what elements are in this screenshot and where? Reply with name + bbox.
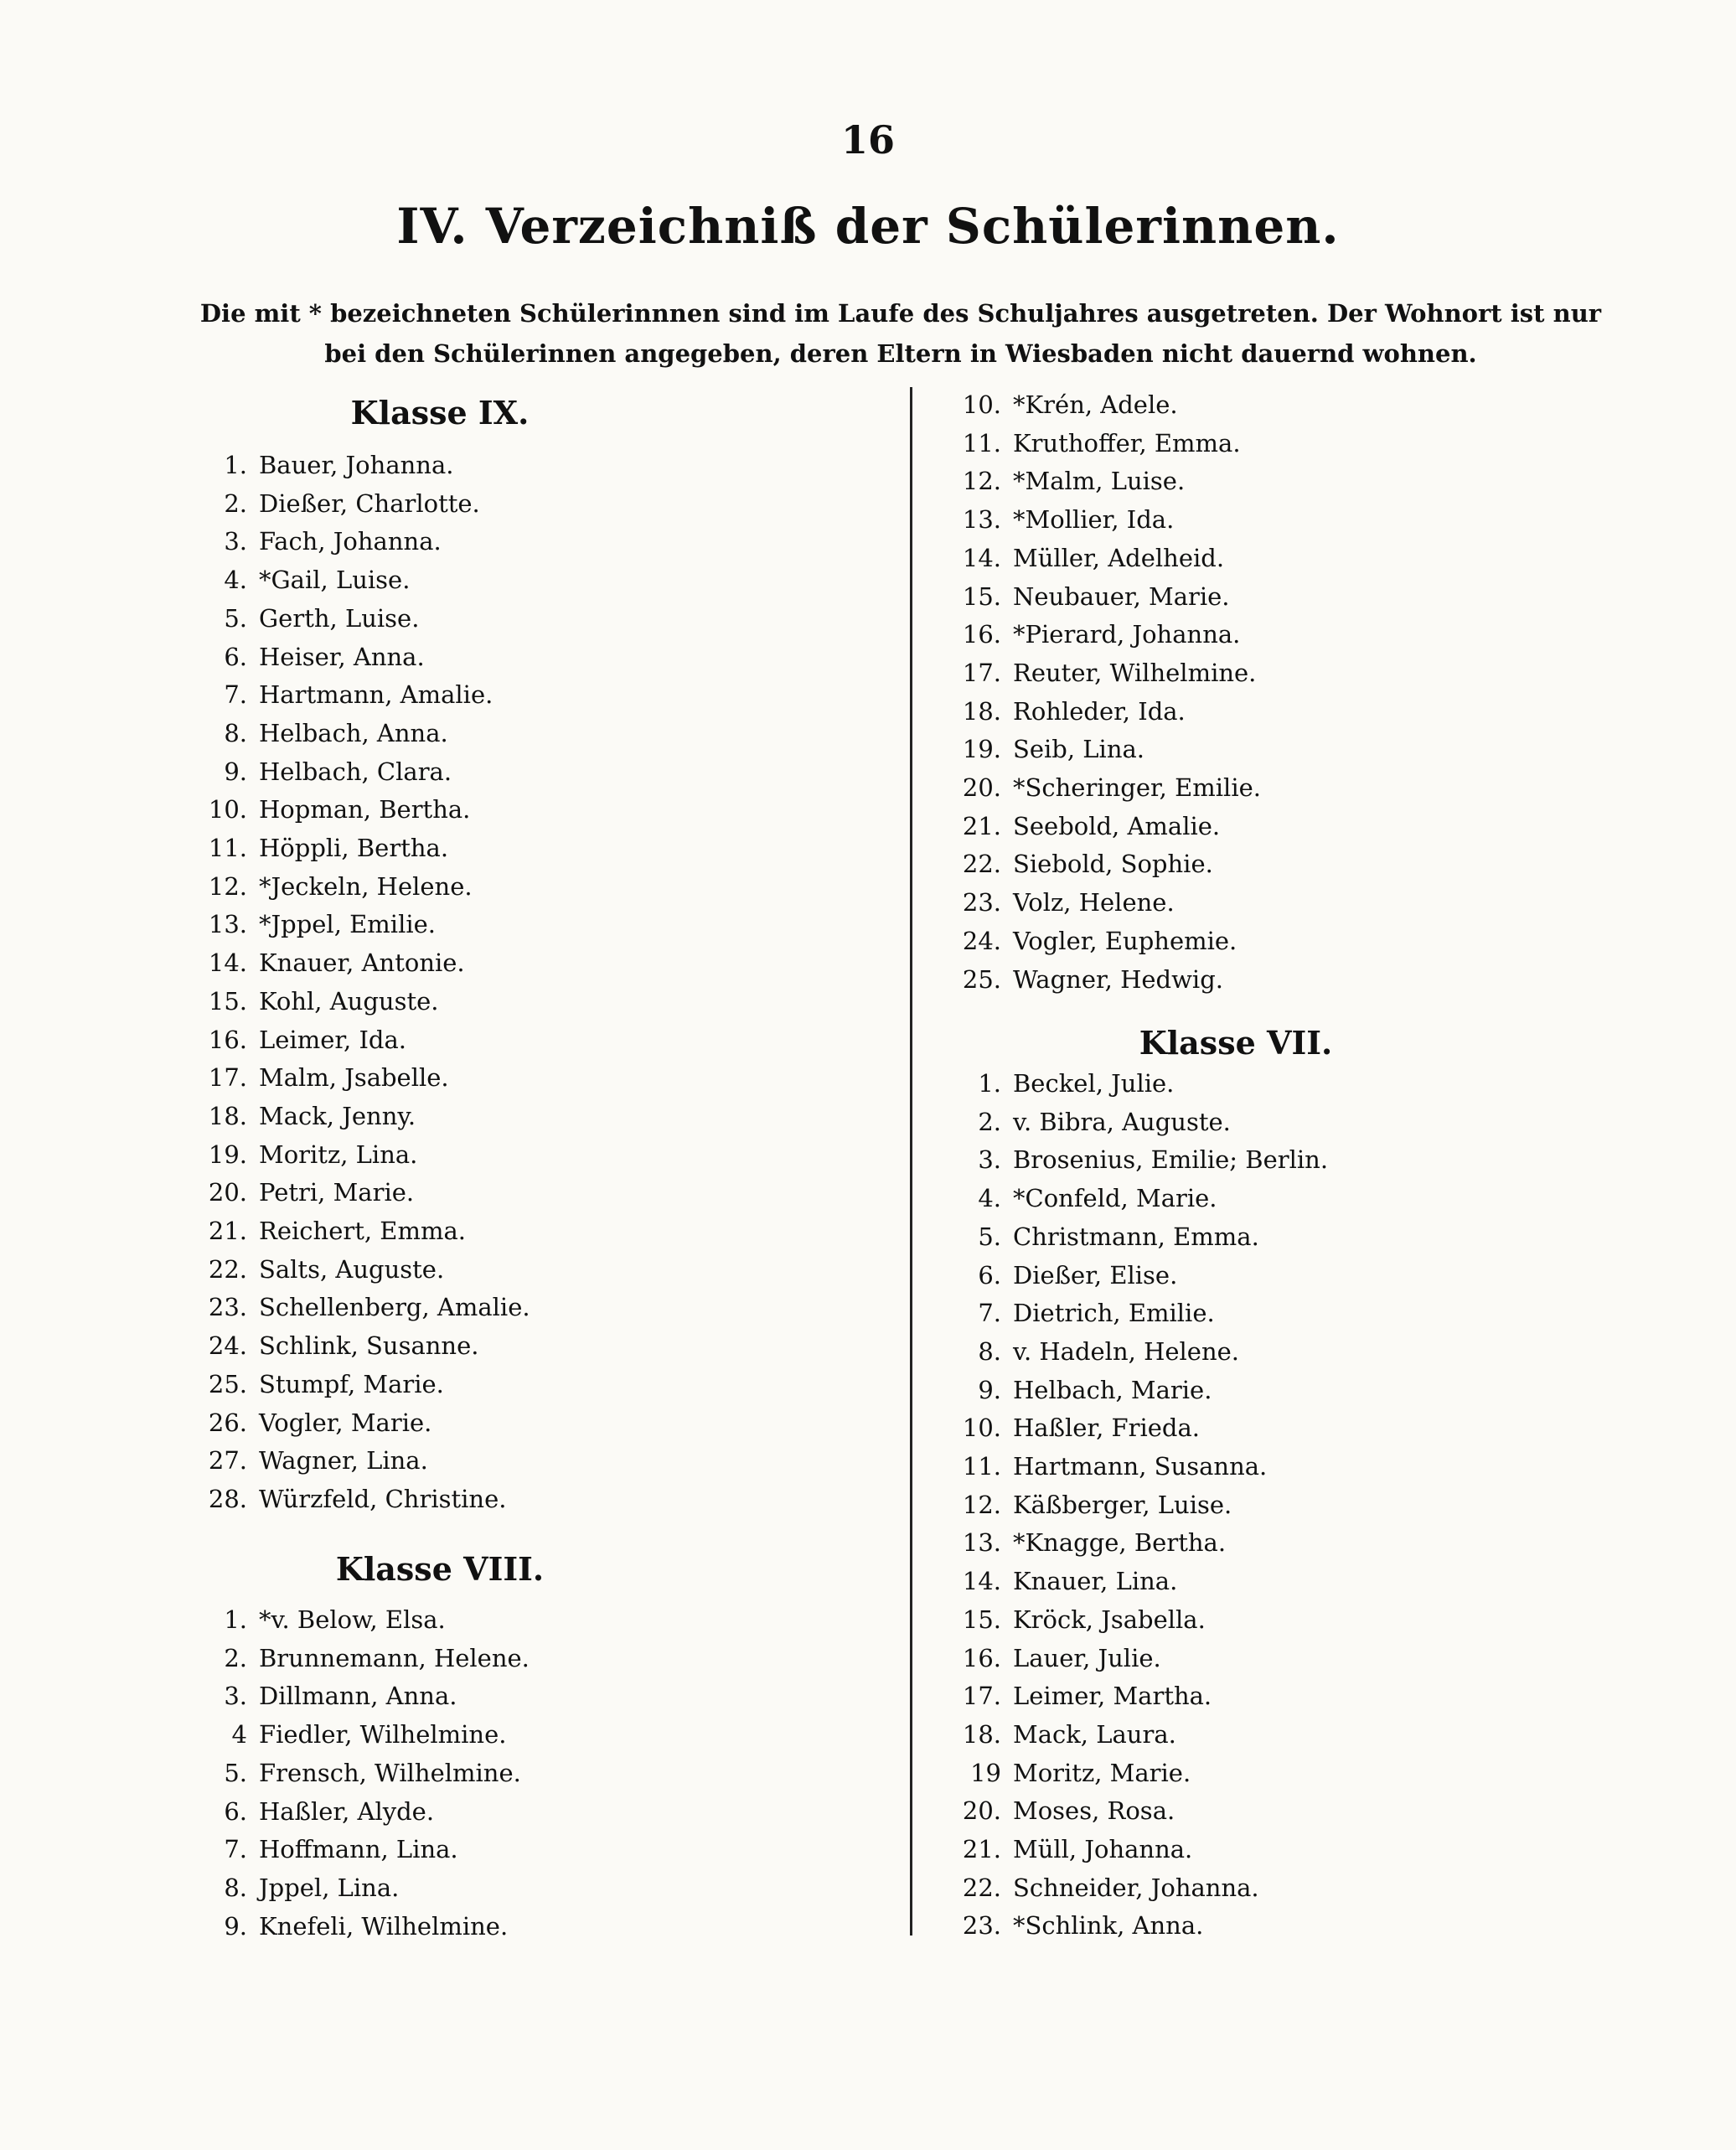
entry-number: 10.: [208, 795, 247, 824]
list-item: [943, 887, 1175, 917]
list-item: [189, 948, 465, 978]
entry-number: 24.: [962, 926, 1001, 955]
list-item: [189, 1177, 414, 1207]
entry-number: 28.: [208, 1484, 247, 1513]
entry-number: 14.: [208, 948, 247, 978]
list-item: [943, 1298, 1215, 1328]
student-name: *Pierard, Johanna.: [1013, 620, 1241, 649]
list-item: [189, 1484, 507, 1514]
entry-number: 18.: [962, 1719, 1001, 1749]
list-item: [189, 1758, 521, 1788]
student-name: *Jppel, Emilie.: [259, 910, 437, 939]
list-item: [189, 642, 425, 672]
list-item: [189, 488, 480, 519]
entry-number: 9.: [224, 1911, 247, 1941]
list-item: [189, 526, 442, 556]
entry-number: 25.: [208, 1369, 247, 1398]
student-name: Knauer, Antonie.: [259, 948, 465, 978]
student-name: Gerth, Luise.: [259, 603, 420, 633]
intro-note: Die mit * bezeichneten Schülerinnnen sind im Laufe des Schuljahres ausgetreten. Der Wohnort ist nur bei den Schülerinnen angegeben, deren Eltern in Wiesbaden nicht dauernd wohnen.: [199, 299, 1602, 368]
list-item: [943, 581, 1230, 612]
student-name: Salts, Auguste.: [259, 1254, 445, 1284]
entry-number: 5.: [978, 1222, 1001, 1251]
student-name: Schneider, Johanna.: [1013, 1873, 1259, 1902]
list-item: [943, 849, 1213, 879]
list-item: [189, 1101, 416, 1131]
entry-number: 9.: [978, 1375, 1001, 1404]
list-item: [943, 1222, 1259, 1252]
list-item: [189, 986, 439, 1016]
student-name: Seebold, Amalie.: [1013, 811, 1221, 840]
list-item: [943, 926, 1237, 956]
page-title: IV. Verzeichniß der Schülerinnen.: [396, 198, 1340, 255]
list-item: [943, 1068, 1174, 1098]
entry-number: 23.: [962, 1911, 1001, 1941]
list-item: [189, 1681, 457, 1711]
entry-number: 4: [231, 1720, 247, 1749]
student-name: Dießer, Elise.: [1013, 1260, 1178, 1289]
student-name: Mack, Jenny.: [259, 1101, 416, 1130]
student-name: *Mollier, Ida.: [1013, 505, 1175, 535]
list-item: [943, 658, 1256, 688]
list-item: [943, 1643, 1161, 1673]
student-name: Siebold, Sophie.: [1013, 850, 1213, 879]
list-item: [189, 718, 448, 748]
list-item: [943, 1873, 1259, 1903]
list-item: [189, 1216, 466, 1246]
entry-number: 3.: [224, 527, 247, 556]
entry-number: 15.: [962, 581, 1001, 611]
student-name: Würzfeld, Christine.: [259, 1484, 507, 1513]
student-name: Christmann, Emma.: [1013, 1222, 1259, 1251]
list-item: [943, 1413, 1200, 1443]
entry-number: 9.: [224, 757, 247, 786]
entry-number: 21.: [962, 811, 1001, 840]
student-name: *Jeckeln, Helene.: [259, 871, 473, 901]
student-name: Brosenius, Emilie; Berlin.: [1013, 1145, 1329, 1175]
entry-number: 6.: [978, 1260, 1001, 1289]
list-item: [943, 1336, 1239, 1367]
entry-number: 8.: [978, 1336, 1001, 1366]
student-name: Heiser, Anna.: [259, 642, 425, 671]
list-item: [189, 1140, 417, 1170]
entry-number: 16.: [208, 1025, 247, 1054]
entry-number: 20.: [962, 773, 1001, 802]
student-name: Hartmann, Amalie.: [259, 680, 493, 710]
entry-number: 18.: [962, 696, 1001, 726]
list-item: [189, 1025, 406, 1055]
list-item: [189, 833, 448, 863]
student-name: Beckel, Julie.: [1013, 1069, 1175, 1098]
entry-number: 13.: [208, 910, 247, 939]
student-name: Vogler, Marie.: [259, 1408, 432, 1437]
list-item: [189, 1331, 478, 1361]
student-name: Hartmann, Susanna.: [1013, 1452, 1268, 1481]
list-item: [943, 1681, 1212, 1711]
student-name: Müller, Adelheid.: [1013, 543, 1225, 572]
list-item: [189, 1292, 530, 1322]
list-item: [189, 794, 470, 824]
list-item: [943, 466, 1185, 496]
list-item: [943, 1451, 1267, 1481]
list-item: [943, 1910, 1203, 1941]
entry-number: 17.: [962, 658, 1001, 687]
entry-number: 17.: [962, 1682, 1001, 1711]
entry-number: 19.: [208, 1140, 247, 1169]
list-item: [189, 1643, 530, 1673]
entry-number: 15.: [208, 986, 247, 1016]
entry-number: 22.: [962, 1873, 1001, 1902]
student-name: *v. Below, Elsa.: [259, 1605, 446, 1634]
entry-number: 22.: [962, 850, 1001, 879]
list-item: [189, 1911, 508, 1941]
list-item: [943, 428, 1241, 458]
list-item: [189, 871, 473, 902]
list-item: [943, 734, 1144, 764]
student-name: Moses, Rosa.: [1013, 1796, 1175, 1826]
entry-number: 3.: [224, 1682, 247, 1711]
student-name: Frensch, Wilhelmine.: [259, 1758, 521, 1787]
student-name: Leimer, Ida.: [259, 1025, 406, 1054]
entry-number: 3.: [978, 1145, 1001, 1175]
entry-number: 24.: [208, 1331, 247, 1361]
list-item: [943, 504, 1174, 535]
list-item: [189, 1408, 431, 1438]
student-name: Volz, Helene.: [1013, 888, 1175, 917]
entry-number: 5.: [224, 1758, 247, 1787]
student-name: Helbach, Anna.: [259, 718, 448, 747]
student-name: Neubauer, Marie.: [1013, 581, 1230, 611]
list-item: [943, 1260, 1177, 1290]
student-name: Rohleder, Ida.: [1013, 696, 1186, 726]
student-name: Dillmann, Anna.: [259, 1682, 457, 1711]
entry-number: 1.: [978, 1069, 1001, 1098]
list-item: [943, 1796, 1175, 1826]
entry-number: 6.: [224, 642, 247, 671]
entry-number: 7.: [978, 1299, 1001, 1328]
list-item: [943, 619, 1240, 649]
student-name: Knefeli, Wilhelmine.: [259, 1911, 509, 1941]
student-name: Schellenberg, Amalie.: [259, 1293, 530, 1322]
list-item: [189, 603, 419, 633]
student-name: Dietrich, Emilie.: [1013, 1299, 1215, 1328]
entry-number: 27.: [208, 1446, 247, 1476]
entry-number: 7.: [224, 680, 247, 710]
student-name: Knauer, Lina.: [1013, 1567, 1178, 1596]
student-name: Stumpf, Marie.: [259, 1369, 444, 1398]
entry-number: 13.: [962, 505, 1001, 535]
student-name: Müll, Johanna.: [1013, 1835, 1193, 1863]
student-name: Höppli, Bertha.: [259, 834, 449, 862]
list-item: [943, 1490, 1232, 1520]
entry-number: 20.: [208, 1178, 247, 1207]
student-name: Kruthoffer, Emma.: [1013, 428, 1241, 457]
entry-number: 15.: [962, 1605, 1001, 1634]
entry-number: 1.: [224, 1605, 247, 1634]
entry-number: 19.: [962, 735, 1001, 764]
student-name: Wagner, Lina.: [259, 1446, 428, 1476]
student-name: Kohl, Auguste.: [259, 986, 439, 1016]
entry-number: 16.: [962, 1643, 1001, 1672]
student-name: v. Hadeln, Helene.: [1013, 1336, 1240, 1366]
entry-number: 8.: [224, 718, 247, 747]
list-item: [943, 811, 1220, 841]
list-item: [189, 1873, 399, 1903]
heading-klasse-viii: Klasse VIII.: [335, 1550, 545, 1588]
student-name: Schlink, Susanne.: [259, 1331, 479, 1361]
list-item: [189, 565, 410, 595]
entry-number: 19: [970, 1758, 1001, 1787]
student-name: Leimer, Martha.: [1013, 1682, 1212, 1711]
student-name: Haßler, Frieda.: [1013, 1414, 1200, 1443]
list-item: [943, 1145, 1328, 1175]
student-name: Haßler, Alyde.: [259, 1796, 435, 1826]
student-name: Fiedler, Wilhelmine.: [259, 1720, 507, 1749]
student-name: Helbach, Clara.: [259, 757, 452, 786]
student-name: Wagner, Hedwig.: [1013, 964, 1223, 994]
student-name: Brunnemann, Helene.: [259, 1643, 530, 1672]
column-divider: [910, 387, 912, 1936]
student-name: Bauer, Johanna.: [259, 451, 454, 479]
entry-number: 12.: [208, 871, 247, 901]
list-item: [943, 1527, 1226, 1558]
student-name: Moritz, Marie.: [1013, 1758, 1191, 1787]
list-item: [189, 1062, 449, 1093]
entry-number: 26.: [208, 1408, 247, 1437]
entry-number: 22.: [208, 1254, 247, 1284]
student-name: *Krén, Adele.: [1013, 390, 1178, 419]
entry-number: 21.: [208, 1217, 247, 1245]
list-item: [189, 680, 493, 710]
list-item: [943, 1605, 1206, 1635]
list-item: [943, 964, 1223, 995]
entry-number: 4.: [224, 566, 247, 595]
list-item: [189, 1369, 444, 1399]
entry-number: 23.: [208, 1293, 247, 1322]
page-number: 16: [840, 117, 895, 163]
student-name: *Gail, Luise.: [259, 566, 411, 595]
entry-number: 14.: [962, 1567, 1001, 1596]
student-name: Kröck, Jsabella.: [1013, 1605, 1206, 1634]
student-name: Moritz, Lina.: [259, 1140, 418, 1169]
student-name: Hopman, Bertha.: [259, 795, 471, 824]
entry-number: 10.: [962, 1414, 1001, 1443]
student-name: Vogler, Euphemie.: [1013, 926, 1237, 955]
entry-number: 20.: [962, 1796, 1001, 1826]
student-name: Käßberger, Luise.: [1013, 1490, 1232, 1519]
heading-klasse-vii: Klasse VII.: [1139, 1024, 1333, 1062]
entry-number: 2.: [224, 1643, 247, 1672]
entry-number: 11.: [962, 428, 1001, 457]
student-name: Mack, Laura.: [1013, 1719, 1176, 1749]
student-name: *Scheringer, Emilie.: [1013, 773, 1261, 802]
list-item: [189, 909, 436, 939]
student-name: Dießer, Charlotte.: [259, 488, 480, 518]
student-name: v. Bibra, Auguste.: [1013, 1107, 1231, 1136]
list-item: [189, 1254, 444, 1284]
list-item: [943, 390, 1178, 420]
student-name: Malm, Jsabelle.: [259, 1063, 449, 1093]
entry-number: 17.: [208, 1063, 247, 1093]
entry-number: 25.: [962, 964, 1001, 994]
entry-number: 7.: [224, 1835, 247, 1864]
student-name: *Schlink, Anna.: [1013, 1911, 1204, 1941]
entry-number: 21.: [962, 1835, 1001, 1863]
student-name: Seib, Lina.: [1013, 735, 1145, 764]
list-item: [943, 1183, 1217, 1213]
entry-number: 12.: [962, 1490, 1001, 1519]
entry-number: 1.: [224, 451, 247, 479]
entry-number: 18.: [208, 1101, 247, 1130]
list-item: [189, 1719, 506, 1749]
entry-number: 8.: [224, 1873, 247, 1902]
entry-number: 10.: [962, 390, 1001, 419]
list-item: [943, 1566, 1177, 1596]
heading-klasse-ix: Klasse IX.: [350, 394, 530, 432]
list-item: [189, 1445, 428, 1476]
list-item: [189, 1834, 458, 1864]
student-name: Jppel, Lina.: [259, 1873, 400, 1902]
student-name: Fach, Johanna.: [259, 527, 442, 556]
list-item: [943, 543, 1224, 573]
student-name: Helbach, Marie.: [1013, 1375, 1212, 1404]
student-name: Reuter, Wilhelmine.: [1013, 658, 1257, 687]
entry-number: 23.: [962, 888, 1001, 917]
student-name: Petri, Marie.: [259, 1178, 415, 1207]
student-name: Hoffmann, Lina.: [259, 1835, 458, 1864]
entry-number: 11.: [208, 834, 247, 862]
entry-number: 13.: [962, 1528, 1001, 1558]
student-name: *Confeld, Marie.: [1013, 1184, 1217, 1213]
student-name: Reichert, Emma.: [259, 1217, 466, 1245]
entry-number: 2.: [224, 488, 247, 518]
list-item: [943, 1719, 1176, 1749]
entry-number: 12.: [962, 467, 1001, 496]
entry-number: 2.: [978, 1107, 1001, 1136]
list-item: [943, 1834, 1192, 1864]
list-item: [943, 1375, 1212, 1405]
list-item: [943, 696, 1186, 726]
student-name: *Malm, Luise.: [1013, 467, 1186, 496]
student-name: *Knagge, Bertha.: [1013, 1528, 1227, 1558]
list-item: [943, 1758, 1191, 1788]
student-name: Lauer, Julie.: [1013, 1643, 1161, 1672]
entry-number: 6.: [224, 1796, 247, 1826]
list-item: [943, 1107, 1231, 1137]
entry-number: 11.: [962, 1452, 1001, 1481]
entry-number: 16.: [962, 620, 1001, 649]
entry-number: 5.: [224, 603, 247, 633]
list-item: [189, 450, 453, 480]
list-item: [943, 773, 1261, 803]
list-item: [189, 1796, 434, 1827]
list-item: [189, 1605, 446, 1635]
entry-number: 4.: [978, 1184, 1001, 1213]
entry-number: 14.: [962, 543, 1001, 572]
list-item: [189, 757, 452, 787]
